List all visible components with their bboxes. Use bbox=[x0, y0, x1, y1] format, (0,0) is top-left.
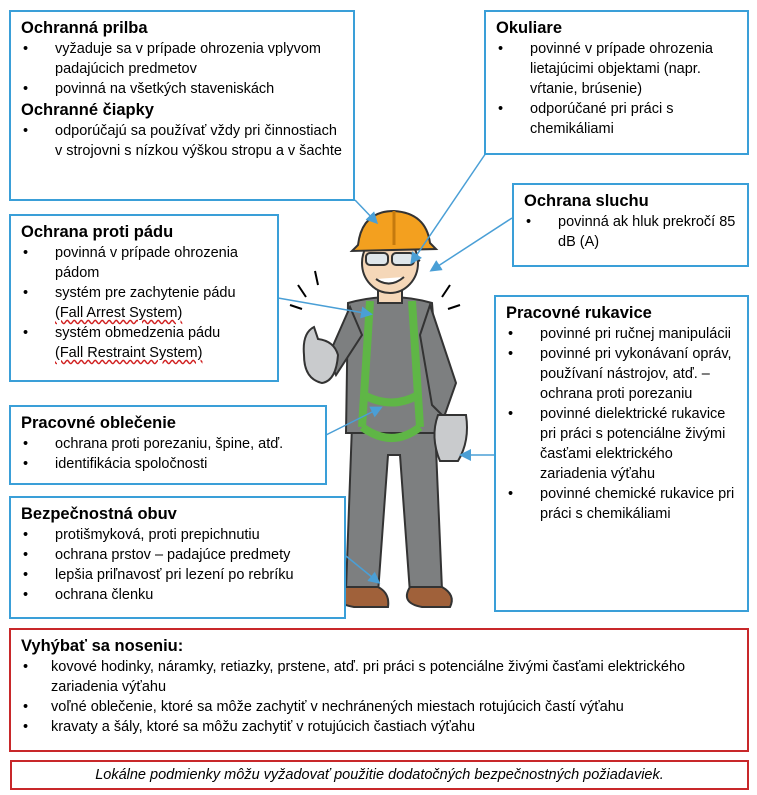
glasses-item: • odporúčané pri práci s chemikáliami bbox=[496, 99, 739, 139]
fall-item bbox=[21, 283, 269, 323]
worker-right-glove bbox=[434, 415, 467, 461]
helmet-item: • vyžaduje sa v prípade ohrozenia vplyvom padajúcich predmetov bbox=[21, 39, 345, 79]
gloves-item: • povinné chemické rukavice pri práci s chemikáliami bbox=[506, 484, 739, 524]
gloves-title: Pracovné rukavice bbox=[506, 304, 652, 322]
avoid-item: • kravaty a šály, ktoré sa môžu zachytiť v rotujúcich častiach výťahu bbox=[21, 717, 739, 737]
worker-legs bbox=[346, 425, 442, 593]
fall-arrest-term: (Fall Arrest System) bbox=[55, 305, 183, 321]
helmet-title: Ochranná prilba bbox=[21, 19, 148, 37]
hearing-box bbox=[512, 183, 749, 267]
safety-glasses-drawing bbox=[366, 253, 420, 265]
fall-title: Ochrana proti pádu bbox=[21, 223, 174, 241]
caps-item: • odporúčajú sa používať vždy pri činnostiach v strojovni s nízkou výškou stropu a v šachte bbox=[21, 121, 345, 161]
clothing-item: • identifikácia spoločnosti bbox=[21, 454, 317, 474]
hearing-title: Ochrana sluchu bbox=[524, 192, 649, 210]
clothing-box bbox=[9, 405, 327, 485]
clothing-title: Pracovné oblečenie bbox=[21, 414, 176, 432]
shoes-item: • ochrana prstov – padajúce predmety bbox=[21, 545, 336, 565]
local-conditions-note: Lokálne podmienky môžu vyžadovať použitie dodatočných bezpečnostných požiadaviek. bbox=[10, 760, 749, 790]
shoes-title: Bezpečnostná obuv bbox=[21, 505, 177, 523]
gloves-item: • povinné pri vykonávaní opráv, používaní nástrojov, atď. – ochrana proti porezaniu bbox=[506, 344, 739, 404]
shoes-item: • protišmyková, proti prepichnutiu bbox=[21, 525, 336, 545]
shoes-item: • lepšia priľnavosť pri lezení po rebríku bbox=[21, 565, 336, 585]
helmet-caps-box bbox=[9, 10, 355, 201]
avoid-item: • voľné oblečenie, ktoré sa môže zachytiť v nechránených miestach rotujúcich častí výťahu bbox=[21, 697, 739, 717]
helmet-item: • povinná na všetkých staveniskách bbox=[21, 79, 345, 99]
hearing-item: • povinná ak hluk prekročí 85 dB (A) bbox=[524, 212, 739, 252]
shoes-box bbox=[9, 496, 346, 619]
shoes-item: • ochrana členku bbox=[21, 585, 336, 605]
worker-right-shoe bbox=[407, 587, 452, 607]
caps-title: Ochranné čiapky bbox=[21, 101, 154, 119]
fall-item bbox=[21, 323, 269, 363]
glasses-box bbox=[484, 10, 749, 155]
glasses-item: • povinné v prípade ohrozenia lietajúcimi objektami (napr. vŕtanie, brúsenie) bbox=[496, 39, 739, 99]
fall-item-text: systém pre zachytenie pádu bbox=[55, 285, 236, 301]
gloves-item: • povinné pri ručnej manipulácii bbox=[506, 324, 739, 344]
gloves-box bbox=[494, 295, 749, 612]
glasses-title: Okuliare bbox=[496, 19, 563, 37]
clothing-item: • ochrana proti porezaniu, špine, atď. bbox=[21, 434, 317, 454]
avoid-title: Vyhýbať sa noseniu: bbox=[21, 637, 184, 655]
gloves-item: • povinné dielektrické rukavice pri práci s potenciálne živými časťami elektrického zariadenia výťahu bbox=[506, 404, 739, 484]
fall-protection-box bbox=[9, 214, 279, 382]
fall-restraint-term: (Fall Restraint System) bbox=[55, 345, 203, 361]
fall-item-text: systém obmedzenia pádu bbox=[55, 325, 221, 341]
avoid-item: • kovové hodinky, náramky, retiazky, prstene, atď. pri práci s potenciálne živými časťami elektrického zariadenia výťahu bbox=[21, 657, 739, 697]
fall-item: • povinná v prípade ohrozenia pádom bbox=[21, 243, 269, 283]
worker-thumb-glove bbox=[304, 327, 338, 383]
avoid-box bbox=[9, 628, 749, 752]
